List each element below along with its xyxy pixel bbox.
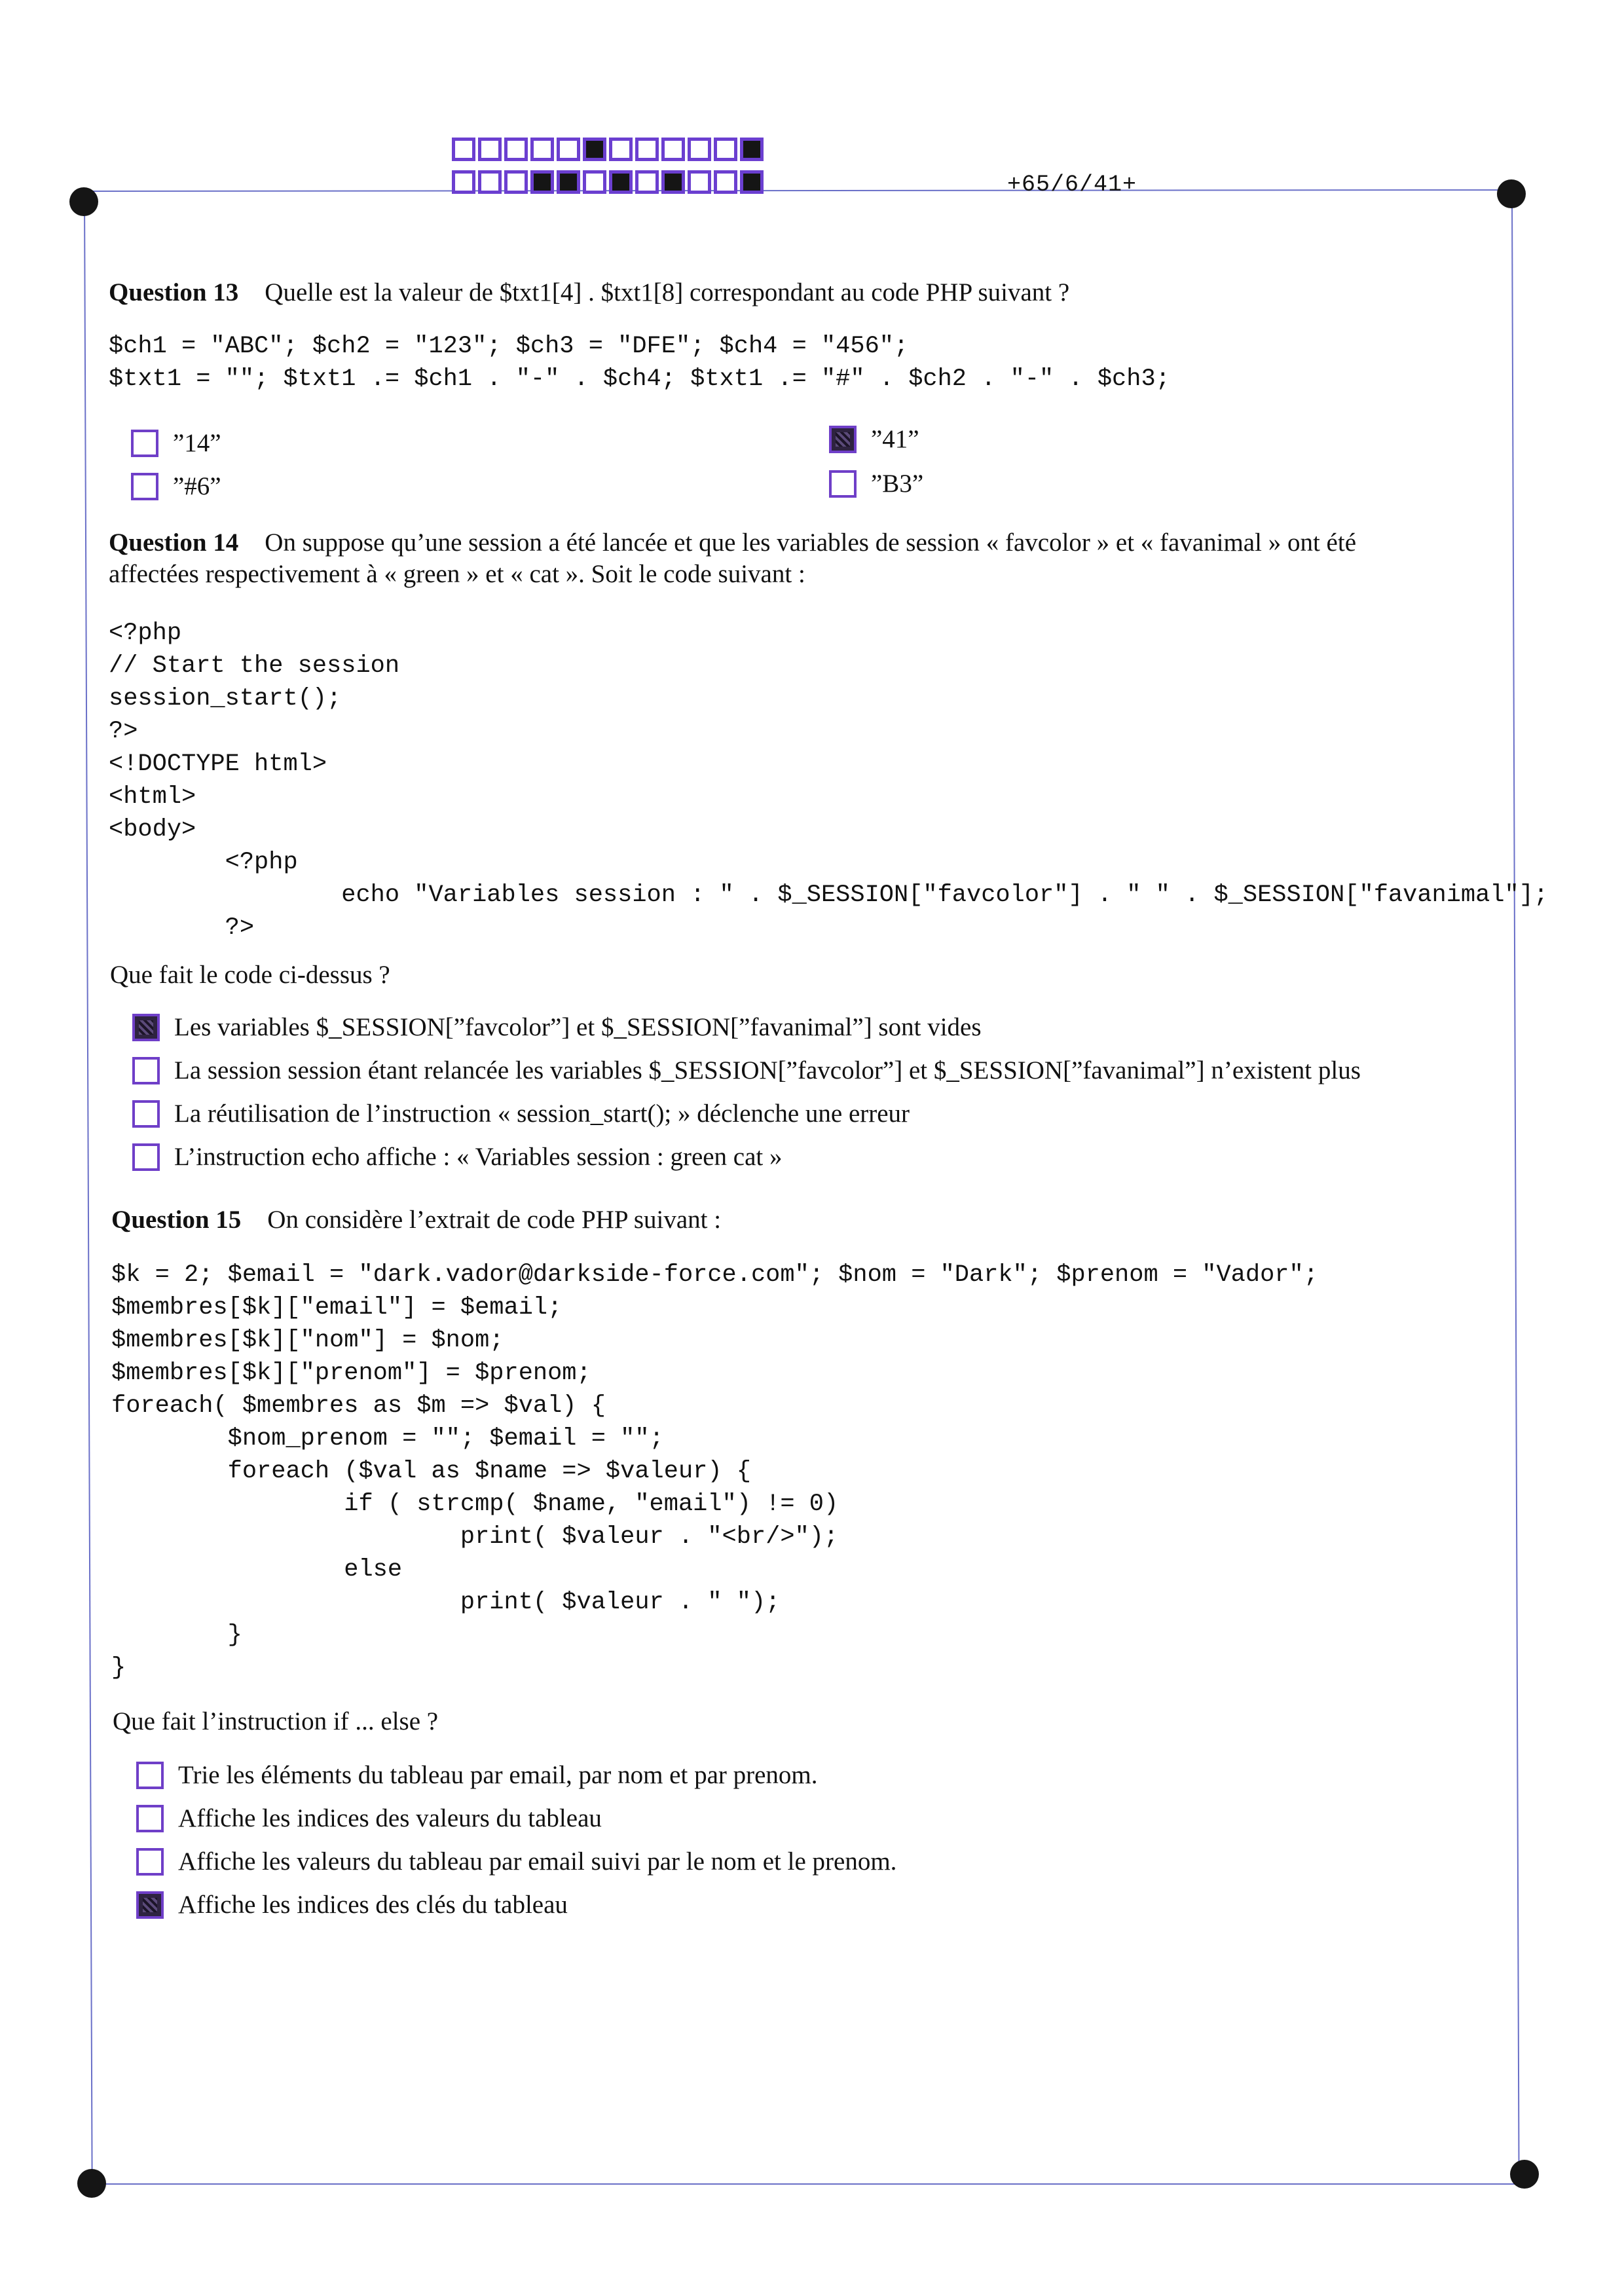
question-14-text-cont: affectées respectivement à « green » et « cat ». Soit le code suivant : [109, 560, 805, 588]
option-label: ”14” [173, 429, 221, 457]
option-label: L’instruction echo affiche : « Variables session : green cat » [174, 1143, 783, 1171]
binary-code-row-2 [452, 170, 766, 194]
question-14-prompt: Que fait le code ci-dessus ? [110, 961, 390, 989]
checkbox[interactable] [136, 1848, 164, 1876]
code-cell [557, 170, 580, 194]
option-label: Trie les éléments du tableau par email, par nom et par prenom. [178, 1761, 818, 1789]
code-cell [661, 138, 685, 161]
code-cell [661, 170, 685, 194]
frame-bottom-line [92, 2183, 1526, 2185]
code-cell [452, 138, 475, 161]
frame-top-line [84, 189, 1511, 192]
checkbox[interactable] [131, 473, 158, 500]
question-14-code: <?php // Start the session session_start(); ?> <!DOCTYPE html> <html> <body> <?php echo "Variables session : " . $_SESSION["favcolor"] . " " . $_SESSION["favanimal"]; ?> [109, 620, 1549, 942]
corner-mark-bottom-right [1510, 2160, 1539, 2189]
q14-option-3[interactable] [132, 1099, 910, 1128]
q13-option-2[interactable] [829, 424, 919, 454]
code-cell [740, 138, 764, 161]
question-15-header [111, 1205, 721, 1234]
code-cell [609, 138, 633, 161]
q15-option-4[interactable] [136, 1890, 568, 1919]
question-text: On suppose qu’une session a été lancée et que les variables de session « favcolor » et « favanimal » ont été [265, 528, 1356, 557]
corner-mark-top-right [1497, 179, 1526, 208]
q15-option-1[interactable] [136, 1760, 818, 1790]
code-cell [478, 138, 502, 161]
option-label: ”B3” [871, 470, 924, 498]
binary-code-row-1 [452, 138, 766, 161]
question-text: On considère l’extrait de code PHP suivant : [267, 1206, 722, 1234]
code-cell [452, 170, 475, 194]
option-label: Les variables $_SESSION[”favcolor”] et $_SESSION[”favanimal”] sont vides [174, 1013, 982, 1041]
q13-option-4[interactable] [829, 469, 923, 498]
code-cell [714, 138, 737, 161]
code-cell [635, 138, 659, 161]
q14-option-2[interactable] [132, 1056, 1361, 1085]
checkbox[interactable] [131, 430, 158, 457]
frame-right-line [1511, 196, 1520, 2181]
code-cell [688, 170, 711, 194]
q15-option-3[interactable] [136, 1847, 896, 1876]
option-label: La session session étant relancée les variables $_SESSION[”favcolor”] et $_SESSION[”favanimal”] n’existent plus [174, 1056, 1361, 1084]
option-label: La réutilisation de l’instruction « session_start(); » déclenche une erreur [174, 1100, 910, 1128]
corner-mark-top-left [69, 187, 98, 216]
question-text: Quelle est la valeur de $txt1[4] . $txt1[8] correspondant au code PHP suivant ? [265, 278, 1070, 306]
checkbox[interactable] [132, 1014, 160, 1041]
code-cell [714, 170, 737, 194]
checkbox[interactable] [132, 1100, 160, 1128]
q13-option-3[interactable] [131, 472, 221, 501]
question-13-code: $ch1 = "ABC"; $ch2 = "123"; $ch3 = "DFE"; $ch4 = "456"; $txt1 = ""; $txt1 .= $ch1 . "-" . $ch4; $txt1 .= "#" . $ch2 . "-" . $ch3; [109, 333, 1170, 393]
code-cell [740, 170, 764, 194]
code-cell [504, 138, 528, 161]
q15-option-2[interactable] [136, 1804, 602, 1833]
q13-option-1[interactable] [131, 428, 221, 458]
code-cell [530, 138, 554, 161]
code-cell [504, 170, 528, 194]
option-label: ”41” [871, 425, 919, 453]
frame-left-line [84, 196, 93, 2181]
code-cell [583, 138, 606, 161]
code-cell [530, 170, 554, 194]
checkbox[interactable] [136, 1805, 164, 1832]
code-cell [635, 170, 659, 194]
corner-mark-bottom-left [77, 2169, 106, 2198]
checkbox[interactable] [829, 470, 857, 498]
checkbox[interactable] [136, 1762, 164, 1789]
option-label: Affiche les indices des clés du tableau [178, 1891, 568, 1919]
q14-option-4[interactable] [132, 1142, 783, 1172]
question-15-code: $k = 2; $email = "dark.vador@darkside-force.com"; $nom = "Dark"; $prenom = "Vador"; $membres[$k]["email"] = $email; $membres[$k]["nom"] = $nom; $membres[$k]["prenom"] = $prenom; foreach( $membres as $m => $val) { $nom_prenom = ""; $email = ""; foreach ($val as $name => $valeur) { if ( strcmp( $name, "email") != 0) print( $valeur . "<br/>"); else print( $valeur . " "); } } [111, 1261, 1318, 1682]
question-number: Question 13 [109, 278, 239, 306]
option-label: Affiche les indices des valeurs du tableau [178, 1804, 602, 1832]
option-label: Affiche les valeurs du tableau par email suivi par le nom et le prenom. [178, 1847, 897, 1876]
question-13-header [109, 278, 1069, 307]
question-14-header [109, 528, 1356, 557]
checkbox[interactable] [136, 1891, 164, 1919]
page-id: +65/6/41+ [1007, 172, 1137, 198]
code-cell [557, 138, 580, 161]
q14-option-1[interactable] [132, 1012, 982, 1042]
option-label: ”#6” [173, 472, 221, 500]
checkbox[interactable] [132, 1057, 160, 1084]
checkbox[interactable] [829, 426, 857, 453]
code-cell [609, 170, 633, 194]
question-number: Question 15 [111, 1206, 242, 1234]
code-cell [583, 170, 606, 194]
code-cell [478, 170, 502, 194]
code-cell [688, 138, 711, 161]
checkbox[interactable] [132, 1143, 160, 1171]
question-number: Question 14 [109, 528, 239, 557]
question-15-prompt: Que fait l’instruction if ... else ? [113, 1707, 439, 1735]
